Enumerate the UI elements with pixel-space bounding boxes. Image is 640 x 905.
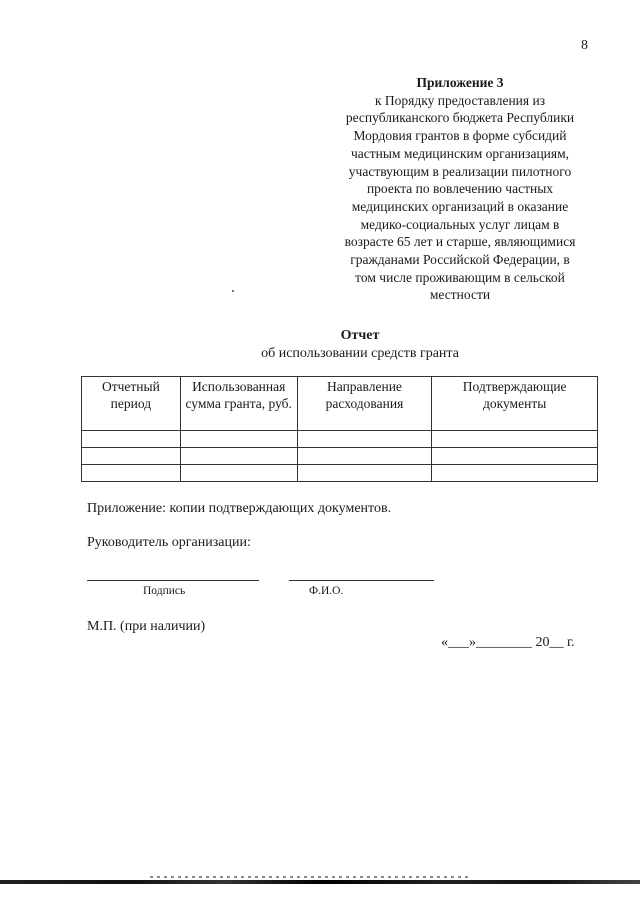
name-line xyxy=(289,580,434,581)
table-row xyxy=(82,448,598,465)
column-header-period: Отчетный период xyxy=(82,377,181,431)
table-cell xyxy=(432,448,598,465)
scan-speck xyxy=(232,290,234,292)
table-header-row xyxy=(82,377,598,431)
column-header-direction: Направление расходования xyxy=(297,377,432,431)
column-header-amount: Использованная сумма гранта, руб. xyxy=(180,377,297,431)
name-caption: Ф.И.О. xyxy=(309,585,344,597)
table-cell xyxy=(82,448,181,465)
table-cell xyxy=(180,448,297,465)
appendix-line: медицинских организаций в оказание xyxy=(351,198,569,214)
table-cell xyxy=(297,465,432,482)
appendix-title: Приложение 3 xyxy=(416,75,504,90)
appendix-line: Мордовия грантов в форме субсидий xyxy=(353,128,567,144)
column-header-documents: Подтверждающие документы xyxy=(432,377,598,431)
appendix-line: проекта по вовлечению частных xyxy=(366,181,554,197)
appendix-block xyxy=(300,74,620,304)
report-table xyxy=(81,376,598,482)
appendix-line: том числе проживающим в сельской xyxy=(355,269,565,285)
table-cell xyxy=(432,431,598,448)
table-cell xyxy=(180,465,297,482)
appendix-line: участвующим в реализации пилотного xyxy=(348,163,572,179)
signature-caption: Подпись xyxy=(143,585,186,597)
appendix-line: местности xyxy=(429,287,491,303)
table-row xyxy=(82,465,598,482)
attachment-note: Приложение: копии подтверждающих документов. xyxy=(87,501,392,516)
appendix-line: возрасте 65 лет и старше, являющимися xyxy=(344,234,576,250)
report-subtitle: об использовании средств гранта xyxy=(261,346,459,361)
stamp-label: М.П. (при наличии) xyxy=(87,619,206,634)
table-cell xyxy=(432,465,598,482)
scan-edge-bar xyxy=(0,880,640,884)
report-title-block xyxy=(0,327,640,363)
table-cell xyxy=(82,431,181,448)
appendix-line: республиканского бюджета Республики xyxy=(345,110,575,126)
appendix-line: к Порядку предоставления из xyxy=(374,92,546,108)
scan-edge-artifact xyxy=(150,876,470,878)
table-cell xyxy=(180,431,297,448)
report-title: Отчет xyxy=(340,328,380,343)
appendix-line: медико-социальных услуг лицам в xyxy=(360,216,560,232)
table-cell xyxy=(82,465,181,482)
appendix-line: частным медицинским организациям, xyxy=(350,145,570,161)
page-number: 8 xyxy=(581,38,588,53)
head-of-organization-label: Руководитель организации: xyxy=(87,535,251,550)
table-row xyxy=(82,431,598,448)
signature-line xyxy=(87,580,259,581)
table-cell xyxy=(297,448,432,465)
appendix-line: гражданами Российской Федерации, в xyxy=(350,252,570,268)
table-cell xyxy=(297,431,432,448)
date-line: «___»________ 20__ г. xyxy=(441,635,575,650)
